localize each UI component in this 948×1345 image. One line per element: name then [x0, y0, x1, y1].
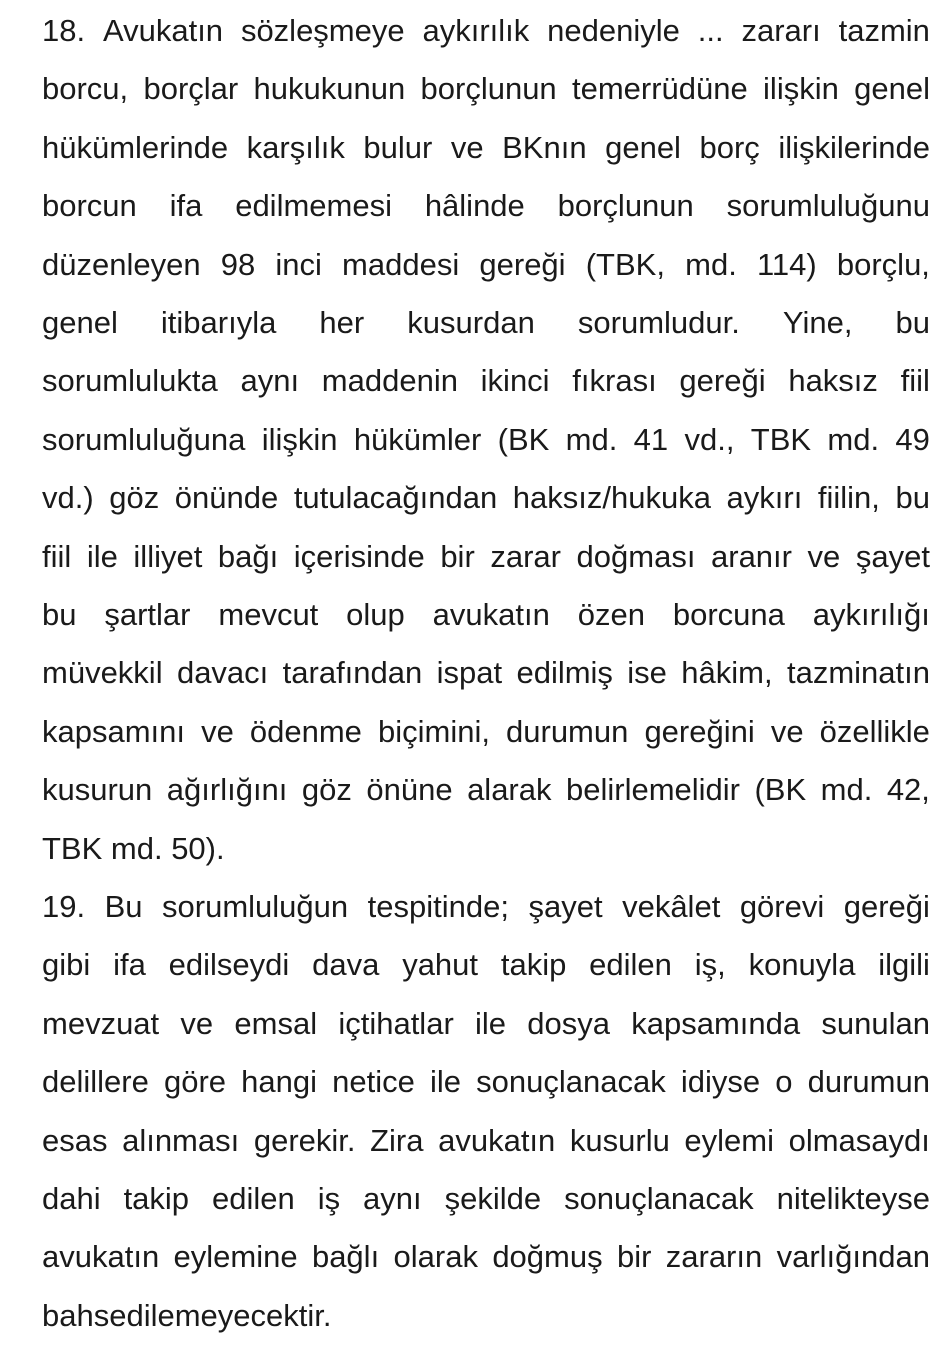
- text-line: [42, 761, 930, 819]
- text-line: [42, 878, 930, 936]
- word: ağırlığını: [166, 772, 288, 808]
- word: idiyse: [680, 1064, 761, 1100]
- word: ve: [807, 538, 841, 574]
- word: göz: [109, 480, 160, 516]
- word: hâkim,: [681, 655, 773, 691]
- word: göz: [301, 772, 352, 808]
- text-line: [42, 644, 930, 702]
- word: iş: [317, 1181, 341, 1216]
- word: vd.,: [684, 421, 735, 457]
- text-line: [42, 236, 930, 294]
- word: 19.: [42, 889, 86, 924]
- word: md.: [685, 246, 737, 282]
- word: gereği: [679, 363, 766, 399]
- word: ilişkilerinde: [778, 129, 930, 165]
- word: maddesi: [342, 246, 460, 282]
- word: BKnın: [502, 129, 587, 165]
- word: gereği: [843, 889, 930, 924]
- word: aranır: [711, 538, 792, 574]
- word: gereği: [479, 246, 566, 282]
- text-line: [42, 936, 930, 994]
- word: eylemine: [173, 1239, 298, 1275]
- word: takip: [500, 947, 567, 983]
- word: tutulacağından: [293, 480, 498, 516]
- word: borcun: [42, 188, 137, 224]
- word: olarak: [393, 1239, 478, 1275]
- word: müvekkil: [42, 655, 163, 691]
- word: borçlar: [143, 71, 239, 107]
- word: borcu,: [42, 71, 129, 107]
- word: md.: [565, 421, 618, 457]
- word: bir: [616, 1239, 652, 1275]
- word: vd.): [42, 480, 94, 516]
- word: edilen: [212, 1181, 295, 1216]
- word: bu: [42, 597, 77, 632]
- word: hükümler: [353, 421, 482, 457]
- word: bağı: [217, 538, 279, 574]
- word: fiil: [900, 363, 930, 399]
- word: emsal: [234, 1005, 318, 1041]
- word: olmasaydı: [788, 1122, 930, 1158]
- word: TBK: [750, 421, 812, 457]
- word: özen: [577, 597, 645, 632]
- word: esas: [42, 1122, 108, 1158]
- word: ifa: [113, 947, 146, 983]
- word: düzenleyen: [42, 246, 201, 282]
- word: davacı: [176, 655, 269, 691]
- word: sunulan: [821, 1005, 930, 1041]
- word: şayet: [528, 889, 603, 924]
- word: Yine,: [782, 305, 853, 340]
- word: tazminatın: [786, 655, 930, 691]
- word: ile: [429, 1064, 461, 1100]
- word: hükümlerinde: [42, 129, 229, 165]
- word: delillere: [42, 1064, 149, 1100]
- word: kusurun: [42, 772, 153, 808]
- word: dosya: [527, 1005, 610, 1041]
- word: haksız/hukuka: [512, 480, 711, 516]
- word: doğmuş: [492, 1239, 603, 1275]
- word: ve: [770, 713, 804, 749]
- word: md.: [827, 421, 880, 457]
- word: yahut: [402, 947, 479, 983]
- word: ifa: [169, 188, 203, 224]
- word: durumun: [807, 1064, 930, 1100]
- word: belirlemelidir: [565, 772, 740, 808]
- word: ...: [697, 13, 724, 48]
- word: tarafından: [282, 655, 423, 691]
- word: aynı: [363, 1181, 422, 1216]
- word: mevcut: [218, 597, 319, 632]
- word: md.: [820, 772, 873, 808]
- word: 114): [756, 246, 817, 282]
- word: konuyla: [748, 947, 856, 983]
- word: haksız: [788, 363, 878, 399]
- word: kapsamında: [631, 1005, 801, 1041]
- word: fiilin,: [817, 480, 880, 516]
- word: kusurlu: [569, 1122, 670, 1158]
- word: varlığından: [776, 1239, 930, 1275]
- word: fıkrası: [572, 363, 657, 399]
- word: aykırılığı: [812, 597, 930, 632]
- word: alınması: [122, 1122, 240, 1158]
- word: illiyet: [133, 538, 203, 574]
- word: genel: [605, 129, 681, 165]
- word: karşılık: [246, 129, 345, 165]
- word: önüne: [366, 772, 453, 808]
- text-line: [42, 119, 930, 177]
- word: fiil: [42, 538, 72, 574]
- word: 98: [220, 246, 256, 282]
- word: ikinci: [480, 363, 550, 399]
- word: bu: [895, 305, 930, 340]
- text-line: [42, 528, 930, 586]
- word: Zira: [370, 1122, 424, 1158]
- text-line: bahsedilemeyecektir.: [42, 1297, 332, 1333]
- word: maddenin: [321, 363, 458, 399]
- text-line: [42, 411, 930, 469]
- word: bağlı: [311, 1239, 380, 1275]
- word: alarak: [467, 772, 552, 808]
- word: sonuçlanacak: [564, 1181, 754, 1216]
- word: şayet: [855, 538, 930, 574]
- word: itibarıyla: [160, 305, 277, 340]
- word: 41: [633, 421, 669, 457]
- word: gerekir.: [253, 1122, 356, 1158]
- text-line: [42, 177, 930, 235]
- word: bulur: [363, 129, 433, 165]
- word: içtihatlar: [338, 1005, 454, 1041]
- word: borçlunun: [557, 188, 694, 224]
- text-line: [42, 60, 930, 118]
- word: ile: [86, 538, 118, 574]
- word: o: [775, 1064, 793, 1100]
- text-line: [42, 1170, 930, 1228]
- word: ve: [450, 129, 484, 165]
- word: ve: [201, 713, 234, 749]
- word: avukatın: [438, 1122, 556, 1158]
- word: görevi: [739, 889, 825, 924]
- word: borç: [699, 129, 760, 165]
- word: içerisinde: [293, 538, 425, 574]
- word: ise: [627, 655, 667, 691]
- word: bir: [440, 538, 475, 574]
- text-line: [42, 469, 930, 527]
- word: zararın: [665, 1239, 763, 1275]
- word: şekilde: [444, 1181, 542, 1216]
- word: zarar: [490, 538, 561, 574]
- word: tespitinde;: [367, 889, 509, 924]
- text-line: [42, 2, 930, 60]
- text-line: [42, 1053, 930, 1111]
- text-line: [42, 352, 930, 410]
- word: edilen: [589, 947, 672, 983]
- word: göre: [163, 1064, 227, 1100]
- word: iş,: [694, 947, 726, 983]
- word: aykırı: [726, 480, 803, 516]
- word: temerrüdüne: [571, 71, 748, 107]
- word: ilgili: [878, 947, 930, 983]
- word: hâlinde: [424, 188, 525, 224]
- word: borçlu,: [836, 246, 930, 282]
- word: dahi: [42, 1181, 101, 1216]
- word: genel: [854, 71, 930, 107]
- word: sorumluluğun: [162, 889, 349, 924]
- text-line: [42, 995, 930, 1053]
- word: ödenme: [249, 713, 362, 749]
- word: netice: [332, 1064, 415, 1100]
- word: takip: [123, 1181, 190, 1216]
- word: (BK: [754, 772, 807, 808]
- word: eylemi: [684, 1122, 775, 1158]
- word: hangi: [241, 1064, 317, 1100]
- text-line: [42, 294, 930, 352]
- word: zararı: [741, 13, 821, 48]
- word: (TBK,: [585, 246, 665, 282]
- word: özellikle: [819, 713, 930, 749]
- word: 42,: [886, 772, 930, 808]
- word: her: [319, 305, 365, 340]
- word: 18.: [42, 13, 86, 48]
- word: biçimini,: [377, 713, 490, 749]
- word: borcuna: [672, 597, 785, 632]
- word: nitelikteyse: [776, 1181, 930, 1216]
- word: ilişkin: [763, 71, 839, 107]
- word: gereğini: [644, 713, 755, 749]
- word: edilseydi: [168, 947, 290, 983]
- text-line: TBK md. 50).: [42, 830, 225, 866]
- word: mevzuat: [42, 1005, 160, 1041]
- word: önünde: [174, 480, 279, 516]
- word: bu: [895, 480, 930, 516]
- word: tazmin: [838, 13, 930, 48]
- word: aynı: [240, 363, 300, 399]
- word: şartlar: [104, 597, 191, 632]
- word: sorumluluğunu: [726, 188, 930, 224]
- word: ilişkin: [261, 421, 338, 457]
- word: ile: [475, 1005, 507, 1041]
- word: sözleşmeye: [240, 13, 405, 48]
- word: dava: [312, 947, 380, 983]
- word: doğması: [576, 538, 696, 574]
- word: ve: [180, 1005, 214, 1041]
- word: ispat: [436, 655, 503, 691]
- word: Bu: [104, 889, 143, 924]
- word: Avukatın: [102, 13, 224, 48]
- word: gibi: [42, 947, 91, 983]
- word: avukatın: [42, 1239, 160, 1275]
- word: sonuçlanacak: [476, 1064, 666, 1100]
- word: borçlunun: [420, 71, 557, 107]
- word: nedeniyle: [547, 13, 680, 48]
- text-line: [42, 1228, 930, 1286]
- word: olup: [346, 597, 405, 632]
- word: edilmiş: [516, 655, 613, 691]
- word: sorumluluğuna: [42, 421, 246, 457]
- word: (BK: [497, 421, 550, 457]
- word: sorumlulukta: [42, 363, 218, 399]
- word: hukukunun: [253, 71, 406, 107]
- word: avukatın: [432, 597, 550, 632]
- word: genel: [42, 305, 118, 340]
- word: edilmemesi: [235, 188, 392, 224]
- text-line: [42, 586, 930, 644]
- text-line: [42, 703, 930, 761]
- text-line: [42, 1112, 930, 1170]
- word: aykırılık: [422, 13, 530, 48]
- word: 49: [895, 421, 930, 457]
- word: inci: [275, 246, 322, 282]
- word: durumun: [506, 713, 629, 749]
- word: kapsamını: [42, 713, 186, 749]
- word: kusurdan: [407, 305, 535, 340]
- word: sorumludur.: [577, 305, 740, 340]
- word: vekâlet: [622, 889, 721, 924]
